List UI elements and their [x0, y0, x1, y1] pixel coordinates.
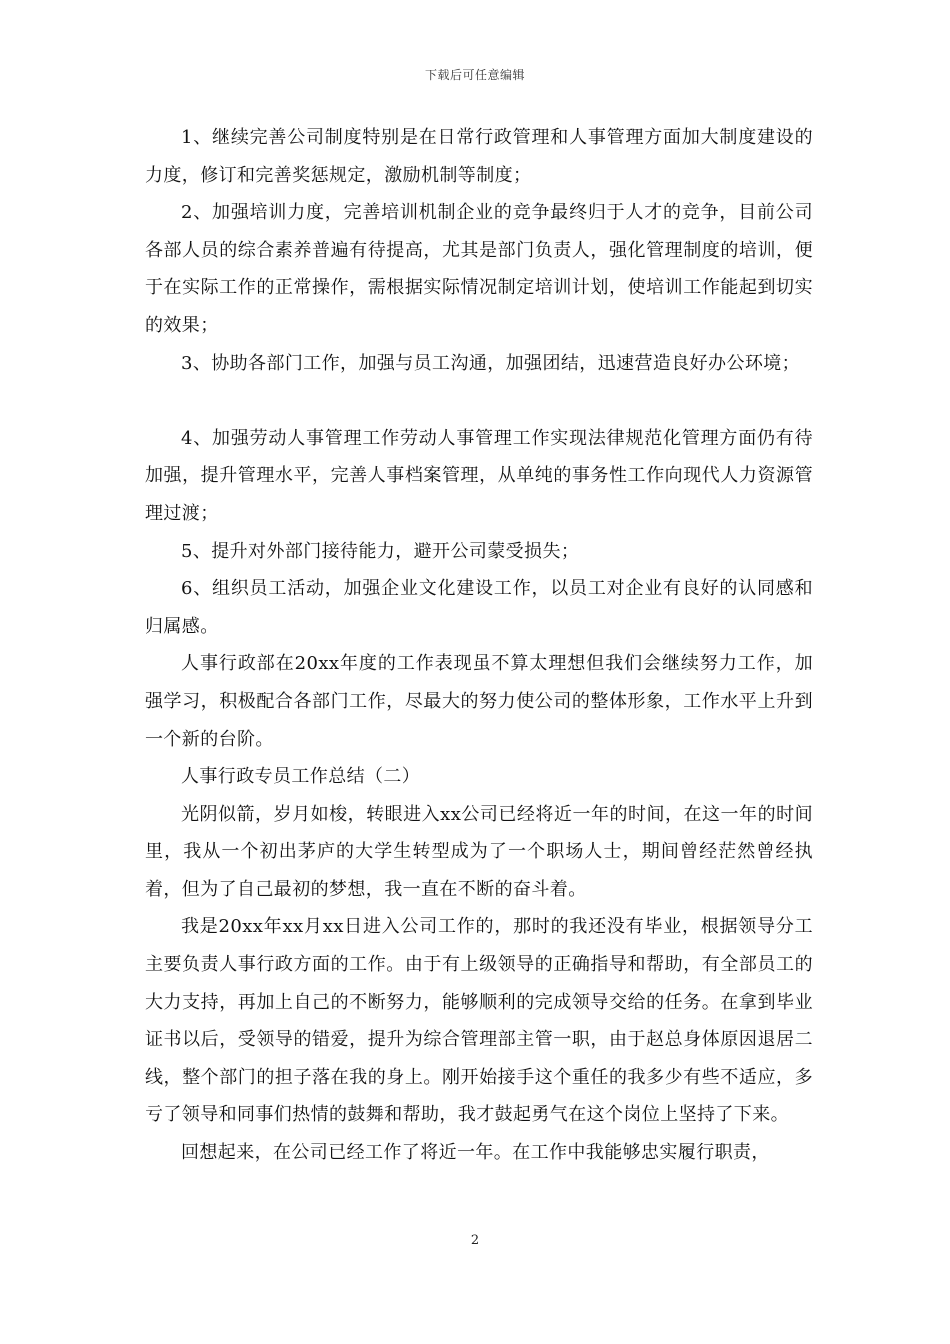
paragraph-item-1: 1、继续完善公司制度特别是在日常行政管理和人事管理方面加大制度建设的力度，修订和完善奖惩规定，激励机制等制度；: [145, 127, 813, 186]
page-number: 2: [470, 1233, 480, 1248]
paragraph-intro: 光阴似箭，岁月如梭，转眼进入xx公司已经将近一年的时间，在这一年的时间里，我从一个初出茅庐的大学生转型成为了一个职场人士，期间曾经茫然曾经执着，但为了自己最初的梦想，我一直在不断的奋斗着。: [145, 803, 813, 900]
paragraph-reflection: 回想起来，在公司已经工作了将近一年。在工作中我能够忠实履行职责，: [181, 1142, 770, 1164]
section-heading: 人事行政专员工作总结（二）: [181, 766, 421, 788]
paragraph-experience: 我是20xx年xx月xx日进入公司工作的，那时的我还没有毕业，根据领导分工主要负责人事行政方面的工作。由于有上级领导的正确指导和帮助，有全部员工的大力支持，再加上自己的不断努力，能够顺利的完成领导交给的任务。在拿到毕业证书以后，受领导的错爱，提升为综合管理部主管一职，由于赵总身体原因退居二线，整个部门的担子落在我的身上。刚开始接手这个重任的我多少有些不适应，多亏了领导和同事们热情的鼓舞和帮助，我才鼓起勇气在这个岗位上坚持了下来。: [145, 916, 813, 1126]
paragraph-item-2: 2、加强培训力度，完善培训机制企业的竞争最终归于人才的竞争，目前公司各部人员的综合素养普遍有待提高，尤其是部门负责人，强化管理制度的培训，便于在实际工作的正常操作，需根据实际情况制定培训计划，使培训工作能起到切实的效果；: [145, 202, 813, 336]
paragraph-item-6: 6、组织员工活动，加强企业文化建设工作，以员工对企业有良好的认同感和归属感。: [145, 578, 813, 637]
paragraph-item-3: 3、协助各部门工作，加强与员工沟通，加强团结，迅速营造良好办公环境；: [181, 352, 801, 374]
paragraph-item-4: 4、加强劳动人事管理工作劳动人事管理工作实现法律规范化管理方面仍有待加强，提升管理水平，完善人事档案管理，从单纯的事务性工作向现代人力资源管理过渡；: [145, 427, 813, 524]
page-header: 下载后可任意编辑: [424, 68, 525, 82]
paragraph-item-5: 5、提升对外部门接待能力，避开公司蒙受损失；: [181, 540, 580, 562]
document-body: [145, 119, 813, 1172]
paragraph-summary: 人事行政部在20xx年度的工作表现虽不算太理想但我们会继续努力工作，加强学习，积极配合各部门工作，尽最大的努力使公司的整体形象，工作水平上升到一个新的台阶。: [145, 653, 813, 750]
